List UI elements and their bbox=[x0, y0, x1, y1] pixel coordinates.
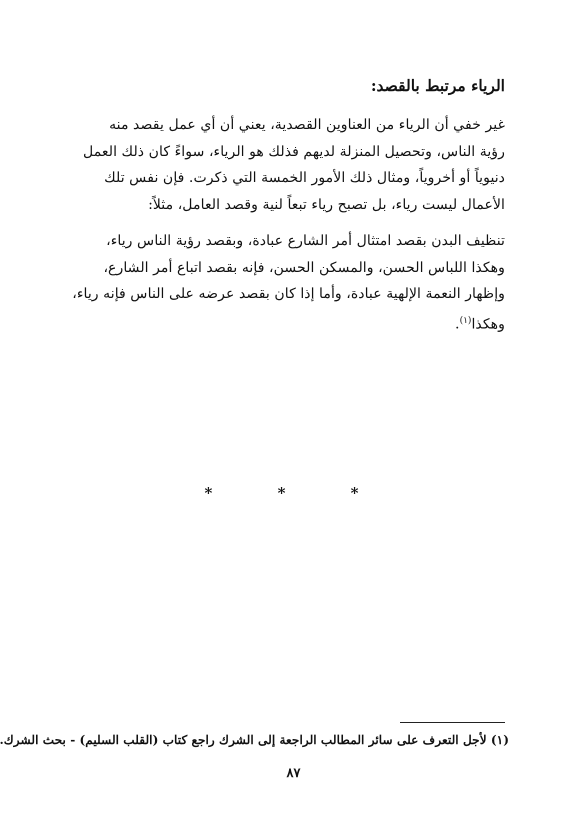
paragraph-1-line: غير خفي أن الرياء من العناوين القصدية، يعني أن أي عمل يقصد منه bbox=[109, 117, 505, 133]
paragraph-1 bbox=[77, 112, 505, 218]
footnote: (١) لأجل التعرف على سائر المطالب الراجعة إلى الشرك راجع كتاب (القلب السليم) - بحث الشرك. bbox=[0, 733, 509, 747]
footnote-marker: (١) bbox=[459, 315, 472, 326]
paragraph-2-line: وهكذا اللباس الحسن، والمسكن الحسن، فإنه بقصد اتباع أمر الشارع، bbox=[103, 259, 505, 276]
paragraph-1-line: الأعمال ليست رياء، بل تصبح رياء تبعاً لنية وقصد العامل، مثلاً: bbox=[148, 196, 505, 213]
page-number: ٨٧ bbox=[286, 766, 301, 781]
star-icon: * bbox=[350, 484, 383, 502]
paragraph-2-line: تنظيف البدن بقصد امتثال أمر الشارع عبادة، وبقصد رؤية الناس رياء، bbox=[106, 233, 505, 249]
section-heading: الرياء مرتبط بالقصد: bbox=[370, 76, 505, 95]
paragraph-2-end-mark: . bbox=[455, 316, 460, 333]
paragraph-1-line: رؤية الناس، وتحصيل المنزلة لديهم فذلك هو الرياء، سواءً كان ذلك العمل bbox=[82, 143, 505, 160]
paragraph-2-line: وإظهار النعمة الإلهية عبادة، وأما إذا كان بقصد عرضه على الناس فإنه رياء، bbox=[72, 286, 505, 302]
star-icon: * bbox=[277, 484, 310, 502]
paragraph-1-line: دنيوياً أو أخروياً، ومثال ذلك الأمور الخمسة التي ذكرت. فإن نفس تلك bbox=[104, 170, 505, 186]
paragraph-2-last-line bbox=[77, 308, 505, 338]
footnote-divider bbox=[400, 722, 505, 723]
section-separator bbox=[0, 484, 587, 502]
paragraph-2 bbox=[72, 228, 505, 338]
star-icon: * bbox=[204, 484, 237, 502]
paragraph-2-line-text: وهكذا bbox=[471, 316, 505, 333]
